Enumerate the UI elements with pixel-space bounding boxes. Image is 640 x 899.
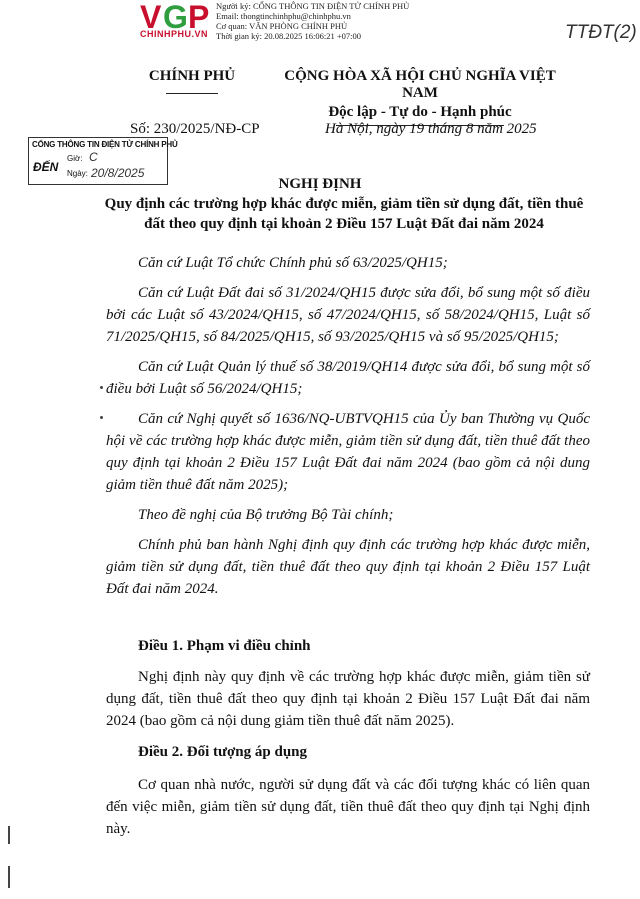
svg-text:G: G <box>163 0 188 35</box>
article-heading: Điều 2. Đối tượng áp dụng <box>138 744 308 760</box>
signer-line: Người ký: CỔNG THÔNG TIN ĐIỆN TỬ CHÍNH PHỦ <box>216 1 410 11</box>
stamp-date-label: Ngày: <box>67 169 88 178</box>
svg-text:V: V <box>140 0 162 35</box>
article-body: Nghị định này quy định về các trường hợp khác được miễn, giảm tiền sử dụng đất, tiền thuê đất theo quy định tại khoản 2 Điều 157 Luật Đất đai năm 2024 (bao gồm cả nội dung giảm tiền thuê đất năm 2025). <box>106 669 590 729</box>
document-number: Số: 230/2025/NĐ-CP <box>130 121 260 137</box>
stamp-time-value: C <box>89 150 98 164</box>
issuer-block <box>118 68 266 94</box>
preamble-paragraph: Căn cứ Luật Đất đai số 31/2024/QH15 được sửa đổi, bổ sung một số điều bởi các Luật số 43/2024/QH15, số 47/2024/QH15, số 58/2024/QH15, Luật số 71/2025/QH15, số 84/2025/QH15, số 93/2025/QH15 và số 95/2025/QH15; <box>106 285 590 345</box>
issuer-underline <box>166 93 218 94</box>
issuer-name: CHÍNH PHỦ <box>148 68 236 84</box>
svg-text:P: P <box>188 0 210 35</box>
scan-artifact <box>100 386 103 389</box>
stamp-title: CỔNG THÔNG TIN ĐIỆN TỬ CHÍNH PHỦ <box>32 140 178 149</box>
issue-date: Hà Nội, ngày 19 tháng 8 năm 2025 <box>325 121 537 137</box>
nation-name: CỘNG HÒA XÃ HỘI CHỦ NGHĨA VIỆT NAM <box>284 68 556 101</box>
handwritten-note: TTĐT(2) <box>565 22 637 43</box>
preamble-paragraph: Theo đề nghị của Bộ trưởng Bộ Tài chính; <box>138 507 394 523</box>
scan-artifact <box>8 826 10 844</box>
digital-signature-info <box>216 1 409 41</box>
preamble-paragraph: Chính phủ ban hành Nghị định quy định các trường hợp khác được miễn, giảm tiền sử dụng đất, tiền thuê đất theo quy định tại khoản 2 Điều 157 Luật Đất đai năm 2024. <box>106 537 590 597</box>
preamble-paragraph: Căn cứ Luật Tổ chức Chính phủ số 63/2025/QH15; <box>138 255 448 271</box>
motto: Độc lập - Tự do - Hạnh phúc <box>328 104 512 120</box>
signer-line: Email: thongtinchinhphu@chinhphu.vn <box>216 11 351 21</box>
scan-artifact <box>100 416 103 419</box>
logo-subtext: CHINHPHU.VN <box>140 29 209 39</box>
signer-line: Thời gian ký: 20.08.2025 16:06:21 +07:00 <box>216 31 362 41</box>
document-subject: Quy định các trường hợp khác được miễn, giảm tiền sử dụng đất, tiền thuê đất theo quy định tại khoản 2 Điều 157 Luật Đất đai năm 2024 <box>104 196 584 232</box>
preamble-paragraph: Căn cứ Luật Quản lý thuế số 38/2019/QH14 được sửa đổi, bổ sung một số điều bởi Luật số 56/2024/QH15; <box>106 359 590 397</box>
signer-line: Cơ quan: VĂN PHÒNG CHÍNH PHỦ <box>216 21 348 31</box>
document-type: NGHỊ ĐỊNH <box>278 176 362 192</box>
stamp-date-value: 20/8/2025 <box>91 166 145 180</box>
article-heading: Điều 1. Phạm vi điều chỉnh <box>138 638 311 654</box>
stamp-den: ĐẾN <box>33 160 59 174</box>
scan-artifact <box>8 866 10 888</box>
article-body: Cơ quan nhà nước, người sử dụng đất và các đối tượng khác có liên quan đến việc miễn, giảm tiền sử dụng đất, tiền thuê đất theo quy định tại Nghị định này. <box>106 777 590 837</box>
national-motto <box>270 68 570 126</box>
preamble-paragraph: Căn cứ Nghị quyết số 1636/NQ-UBTVQH15 của Ủy ban Thường vụ Quốc hội về các trường hợp khác được miễn, giảm tiền sử dụng đất, tiền thuê đất theo quy định tại khoản 2 Điều 157 Luật Đất đai năm 2024 (bao gồm cả nội dung giảm tiền thuê đất năm 2025); <box>106 411 590 493</box>
stamp-time-label: Giờ: <box>67 154 83 163</box>
